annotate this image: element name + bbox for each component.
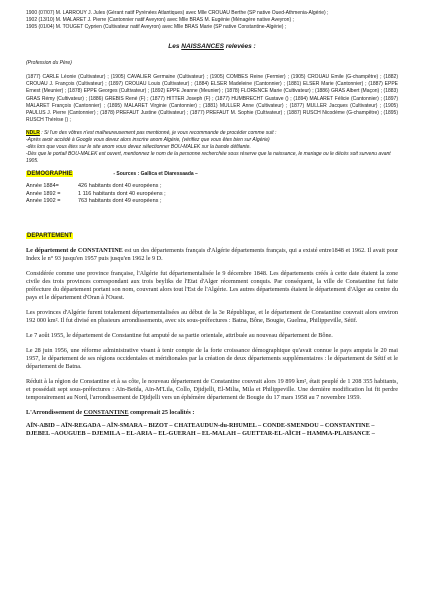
dept-paragraph: Le département de CONSTANTINE est un des départements français d'Algérie départements français, qui a existé entre1848 et 1962. Il avait pour Index le n° 93 jusqu'en 1957 puis jusqu'en 1962 le 9 D.	[26, 246, 398, 262]
dept-paragraph: Le 28 juin 1956, une réforme administrative visant à tenir compte de la forte croissance démographique qu'avait connue le pays amputa le 20 mai 1957, le département de ses régions occidentales et méridionales par la création de deux départements supplémentaires : le département de Sétif et le département de Batna.	[26, 346, 398, 370]
nota-label: NDLR	[26, 130, 40, 137]
nota-line: -dès lors que vous êtes sur le site anom vous devez sélectionner BOU-MALEK sur la bande défilante.	[26, 144, 251, 151]
marriages-block	[26, 10, 398, 31]
dept-paragraph: Les provinces d'Algérie furent totalement départementalisées au début de la 3e République, et le département de Constantine couvrait alors environ 192 000 km². Il fut divisé en plusieurs arrondissements, avec six sous-préfectures : Batna, Bône, Bougie, Guelma, Philippeville, Sétif.	[26, 308, 398, 324]
arrondissement-heading: L'Arrondissement de CONSTANTINE comprenait 25 localités :	[26, 408, 195, 416]
marriage-entry: 1900 (07/07) M. LARROUY J. Jules (Gérant natif Pyrénées Atlantiques) avec Mlle CROUAU Berthe (SP native Oued-Athmenia-Algérie) ;	[26, 10, 329, 16]
nota-line: -Dès que le portail BOU-MALEK est ouvert, mentionnez le nom de la personne recherchée sous réserve que la naissance, le mariage ou le décès soit survenu avant 1905.	[26, 151, 391, 165]
dept-paragraph: Le 7 août 1955, le département de Constantine fut amputé de sa partie orientale, attribuée au nouveau département de Bône.	[26, 331, 333, 339]
births-list: (1877) CARLE Léonie (Cultivateur) ; (1905) CAVALIER Germaine (Cultivateur) ; (1905) COMBES Reine (Fermier) ; (1905) CROUAU Emile (G-champêtre) ; (1882) CROUAU J. François (Cultivateur) ; (1897) CROUAU Louis (Cultivateur) ; (1884) ELSER Madeleine (Cantonnier) ; (1881) ELSER Marie (Cantonnier) ; (1887) EPPE Ernest (Meunier) ; (1878) EPPE Georges (Cultivateur) ; (1892) EPPE Jeanne (Meunier) ; (1878) FLORENCE Marie (Cultivateur) ; (1886) GRAS Albert (Maçon) ; (1883) GRAS Rémy (Cultivateur) ; (1886) GREBIS René (F) ; (1877) HITTER Joseph (F) ; (1877) HUMBRECHT Gustave () ; (1894) MALARET Félicie (Cantonnier) ; (1897) MALARET François (Cantonnier) ; (1895) MALARET Virginie (Cantonnier) ; (1881) MULLER Anne (Cultivateur) ; (1877) MULLER Jacques (Cultivateur) ; (1905) PAULUS J. Pierre (Cantonnier) ; (1878) PREFAUT Justine (Cultivateur) ; (1877) PREFAUT M. Sophie (Cultivateur) ; (1887) RUSCH Nicodème (G-champêtre) ; (1895) RUSCH Thérèse () ;	[26, 74, 398, 124]
population-block	[26, 183, 398, 206]
nota-line: -Après avoir accédé à Google vous devez alors inscrire anom Algérie, (vérifiez que vous êtes bien sur Algérie)	[26, 137, 270, 144]
population-row: Année 1902 = 763 habitants dont 49 européens ;	[26, 198, 162, 205]
demographie-label: DEMOGRAPHIE	[27, 171, 73, 178]
profession-note: (Profession du Père)	[26, 60, 72, 66]
population-row: Année 1892 = 1 116 habitants dont 40 européens ;	[26, 190, 166, 197]
marriage-entry: 1902 (13/10) M. MALARET J. Pierre (Cantonnier natif Aveyron) avec Mlle BRAS M. Eugénie (Ménagère native Aveyron) ;	[26, 17, 294, 23]
departement-label: DEPARTEMENT	[27, 232, 73, 239]
demographie-header	[26, 171, 398, 177]
nota-line: : Si l'un des vôtres n'est malheureusement pas mentionné, je vous recommande de procéder comme suit :	[39, 130, 277, 137]
localities-list: AÏN-ABID – AÏN-REGADA – AÏN-SMARA – BIZOT – CHATEAUDUN-du-RHUMEL – CONDE-SMENDOU – CONSTANTINE – DJEBEL –AOUGUEB – DJEMILA – EL-ARIA – EL-GUERAH – EL-MALAH – GUETTAR-EL-AÏCH – HAMMA-PLAISANCE –	[26, 421, 375, 438]
naissances-title: Les NAISSANCES relevées :	[168, 43, 256, 50]
demographie-sources: - Sources : Gallica et Diaressaada –	[113, 171, 198, 178]
marriage-entry: 1905 (01/04) M. TOUGET Cyprien (Cultivateur natif Aveyron) avec Mlle BRAS Marie (SP native Constantine-Algérie) ;	[26, 24, 287, 30]
dept-paragraph: Réduit à la région de Constantine et à sa côte, le nouveau département de Constantine couvrait alors 19 899 km², était peuplé de 1 208 355 habitants, et possédait sept sous-préfectures : Aïn-Beïda, Aïn-M'Lila, Collo, Djidjelli, El-Milia, Mila et Philippeville. Une dernière modification lui fit perdre temporairement au Nord, l'arrondissement de Djidjelli vers un éphémère département de Bougie du 17 mars 1958 au 7 novembre 1959.	[26, 377, 398, 401]
dept-paragraph: Considérée comme une province française, l'Algérie fut départementalisée le 9 décembre 1848. Les départements créés à cette date étaient la zone civile des trois provinces correspondant aux trois beyliks de l'Etat d'Alger récemment conquis. Par conséquent, la ville de Constantine fut faite préfecture du département portant son nom, couvrant alors tout l'Est de l'Algérie. Les autres départements étaient le département d'Alger au centre du pays et le département d'Oran à l'Ouest.	[26, 269, 398, 301]
nota-block	[26, 130, 398, 165]
population-row: Année 1884= 426 habitants dont 40 européens ;	[26, 183, 162, 190]
